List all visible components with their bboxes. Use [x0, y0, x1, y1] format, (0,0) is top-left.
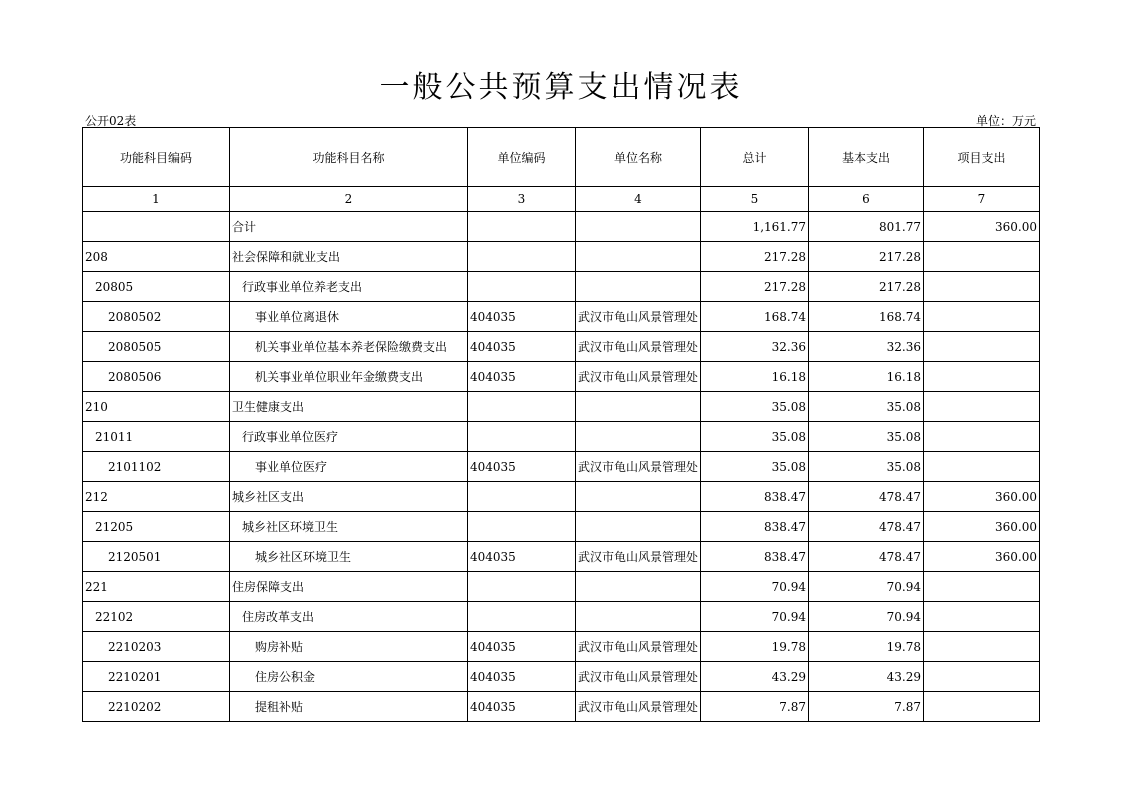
- column-index-cell: 1: [83, 187, 230, 212]
- unit-name-cell: [576, 512, 701, 542]
- basic-expense-cell: 217.28: [809, 272, 924, 302]
- name-cell: 购房补贴: [230, 632, 468, 662]
- code-cell: 210: [83, 392, 230, 422]
- project-expense-cell: 360.00: [924, 482, 1040, 512]
- table-row: [83, 332, 1040, 362]
- total-cell: 32.36: [701, 332, 809, 362]
- code-cell: 22102: [83, 602, 230, 632]
- project-expense-cell: [924, 422, 1040, 452]
- table-row: [83, 542, 1040, 572]
- table-row: [83, 602, 1040, 632]
- table-row: [83, 422, 1040, 452]
- column-index-cell: 2: [230, 187, 468, 212]
- table-row: [83, 482, 1040, 512]
- code-cell: 221: [83, 572, 230, 602]
- basic-expense-cell: 217.28: [809, 242, 924, 272]
- name-cell: 行政事业单位养老支出: [230, 272, 468, 302]
- code-cell: 212: [83, 482, 230, 512]
- unit-code-cell: 404035: [468, 332, 576, 362]
- code-cell: 2120501: [83, 542, 230, 572]
- name-cell: 城乡社区环境卫生: [230, 512, 468, 542]
- total-cell: 35.08: [701, 452, 809, 482]
- project-expense-cell: 360.00: [924, 212, 1040, 242]
- project-expense-cell: [924, 272, 1040, 302]
- unit-name-cell: [576, 572, 701, 602]
- total-cell: 838.47: [701, 542, 809, 572]
- unit-code-cell: 404035: [468, 542, 576, 572]
- code-cell: 2210203: [83, 632, 230, 662]
- unit-name-cell: [576, 212, 701, 242]
- basic-expense-cell: 35.08: [809, 452, 924, 482]
- code-cell: [83, 212, 230, 242]
- table-row: [83, 302, 1040, 332]
- project-expense-cell: [924, 392, 1040, 422]
- header-cell: 功能科目编码: [83, 128, 230, 187]
- unit-code-cell: [468, 482, 576, 512]
- name-cell: 事业单位离退休: [230, 302, 468, 332]
- code-cell: 2080502: [83, 302, 230, 332]
- unit-code-cell: [468, 602, 576, 632]
- project-expense-cell: [924, 362, 1040, 392]
- column-index-cell: 6: [809, 187, 924, 212]
- table-row: [83, 272, 1040, 302]
- table-row: [83, 512, 1040, 542]
- unit-code-cell: 404035: [468, 362, 576, 392]
- table-number: 公开02表: [85, 114, 137, 128]
- basic-expense-cell: 70.94: [809, 572, 924, 602]
- unit-code-cell: [468, 242, 576, 272]
- name-cell: 城乡社区支出: [230, 482, 468, 512]
- basic-expense-cell: 478.47: [809, 482, 924, 512]
- column-index-cell: 3: [468, 187, 576, 212]
- basic-expense-cell: 35.08: [809, 392, 924, 422]
- total-cell: 217.28: [701, 242, 809, 272]
- table-row: [83, 632, 1040, 662]
- header-cell: 功能科目名称: [230, 128, 468, 187]
- code-cell: 2080505: [83, 332, 230, 362]
- basic-expense-cell: 168.74: [809, 302, 924, 332]
- total-cell: 43.29: [701, 662, 809, 692]
- unit-name-cell: [576, 272, 701, 302]
- code-cell: 20805: [83, 272, 230, 302]
- code-cell: 21011: [83, 422, 230, 452]
- unit-name-cell: 武汉市龟山风景管理处: [576, 332, 701, 362]
- project-expense-cell: 360.00: [924, 512, 1040, 542]
- name-cell: 社会保障和就业支出: [230, 242, 468, 272]
- header-cell: 基本支出: [809, 128, 924, 187]
- project-expense-cell: [924, 662, 1040, 692]
- basic-expense-cell: 32.36: [809, 332, 924, 362]
- total-cell: 217.28: [701, 272, 809, 302]
- project-expense-cell: [924, 332, 1040, 362]
- project-expense-cell: 360.00: [924, 542, 1040, 572]
- name-cell: 机关事业单位基本养老保险缴费支出: [230, 332, 468, 362]
- name-cell: 事业单位医疗: [230, 452, 468, 482]
- total-cell: 16.18: [701, 362, 809, 392]
- unit-code-cell: 404035: [468, 692, 576, 722]
- unit-code-cell: [468, 212, 576, 242]
- name-cell: 机关事业单位职业年金缴费支出: [230, 362, 468, 392]
- column-index-cell: 4: [576, 187, 701, 212]
- code-cell: 2210202: [83, 692, 230, 722]
- unit-label: 单位：万元: [975, 114, 1036, 128]
- column-index-cell: 7: [924, 187, 1040, 212]
- total-cell: 35.08: [701, 422, 809, 452]
- total-cell: 70.94: [701, 572, 809, 602]
- unit-code-cell: [468, 392, 576, 422]
- expenditure-table: [82, 127, 1040, 722]
- unit-code-cell: [468, 572, 576, 602]
- column-index-row: [83, 187, 1040, 212]
- name-cell: 提租补贴: [230, 692, 468, 722]
- table-body: [83, 212, 1040, 722]
- header-cell: 总计: [701, 128, 809, 187]
- total-cell: 19.78: [701, 632, 809, 662]
- name-cell: 住房改革支出: [230, 602, 468, 632]
- total-cell: 168.74: [701, 302, 809, 332]
- unit-code-cell: [468, 422, 576, 452]
- table-row: [83, 392, 1040, 422]
- basic-expense-cell: 478.47: [809, 512, 924, 542]
- total-cell: 70.94: [701, 602, 809, 632]
- column-index-cell: 5: [701, 187, 809, 212]
- total-cell: 838.47: [701, 512, 809, 542]
- unit-name-cell: 武汉市龟山风景管理处: [576, 302, 701, 332]
- unit-name-cell: [576, 392, 701, 422]
- project-expense-cell: [924, 302, 1040, 332]
- code-cell: 2210201: [83, 662, 230, 692]
- header-cell: 单位名称: [576, 128, 701, 187]
- name-cell: 行政事业单位医疗: [230, 422, 468, 452]
- name-cell: 合计: [230, 212, 468, 242]
- unit-name-cell: [576, 422, 701, 452]
- unit-name-cell: 武汉市龟山风景管理处: [576, 542, 701, 572]
- header-cell: 单位编码: [468, 128, 576, 187]
- header-cell: 项目支出: [924, 128, 1040, 187]
- unit-code-cell: [468, 272, 576, 302]
- table-row: [83, 452, 1040, 482]
- basic-expense-cell: 43.29: [809, 662, 924, 692]
- total-cell: 838.47: [701, 482, 809, 512]
- total-cell: 1,161.77: [701, 212, 809, 242]
- name-cell: 住房公积金: [230, 662, 468, 692]
- basic-expense-cell: 35.08: [809, 422, 924, 452]
- page-title: 一般公共预算支出情况表: [379, 70, 743, 105]
- unit-code-cell: 404035: [468, 662, 576, 692]
- code-cell: 2080506: [83, 362, 230, 392]
- table-row: [83, 692, 1040, 722]
- unit-name-cell: [576, 242, 701, 272]
- basic-expense-cell: 7.87: [809, 692, 924, 722]
- unit-name-cell: 武汉市龟山风景管理处: [576, 362, 701, 392]
- project-expense-cell: [924, 452, 1040, 482]
- table-row: [83, 572, 1040, 602]
- unit-name-cell: [576, 482, 701, 512]
- basic-expense-cell: 70.94: [809, 602, 924, 632]
- unit-code-cell: [468, 512, 576, 542]
- name-cell: 卫生健康支出: [230, 392, 468, 422]
- project-expense-cell: [924, 692, 1040, 722]
- total-cell: 7.87: [701, 692, 809, 722]
- project-expense-cell: [924, 632, 1040, 662]
- unit-code-cell: 404035: [468, 302, 576, 332]
- code-cell: 21205: [83, 512, 230, 542]
- table-row: [83, 362, 1040, 392]
- code-cell: 208: [83, 242, 230, 272]
- basic-expense-cell: 801.77: [809, 212, 924, 242]
- table-row: [83, 212, 1040, 242]
- unit-code-cell: 404035: [468, 452, 576, 482]
- table-row: [83, 662, 1040, 692]
- unit-name-cell: 武汉市龟山风景管理处: [576, 692, 701, 722]
- unit-name-cell: 武汉市龟山风景管理处: [576, 632, 701, 662]
- unit-code-cell: 404035: [468, 632, 576, 662]
- unit-name-cell: [576, 602, 701, 632]
- total-cell: 35.08: [701, 392, 809, 422]
- basic-expense-cell: 19.78: [809, 632, 924, 662]
- code-cell: 2101102: [83, 452, 230, 482]
- basic-expense-cell: 478.47: [809, 542, 924, 572]
- name-cell: 住房保障支出: [230, 572, 468, 602]
- project-expense-cell: [924, 572, 1040, 602]
- header-row: [83, 128, 1040, 187]
- project-expense-cell: [924, 242, 1040, 272]
- basic-expense-cell: 16.18: [809, 362, 924, 392]
- name-cell: 城乡社区环境卫生: [230, 542, 468, 572]
- unit-name-cell: 武汉市龟山风景管理处: [576, 662, 701, 692]
- unit-name-cell: 武汉市龟山风景管理处: [576, 452, 701, 482]
- table-row: [83, 242, 1040, 272]
- project-expense-cell: [924, 602, 1040, 632]
